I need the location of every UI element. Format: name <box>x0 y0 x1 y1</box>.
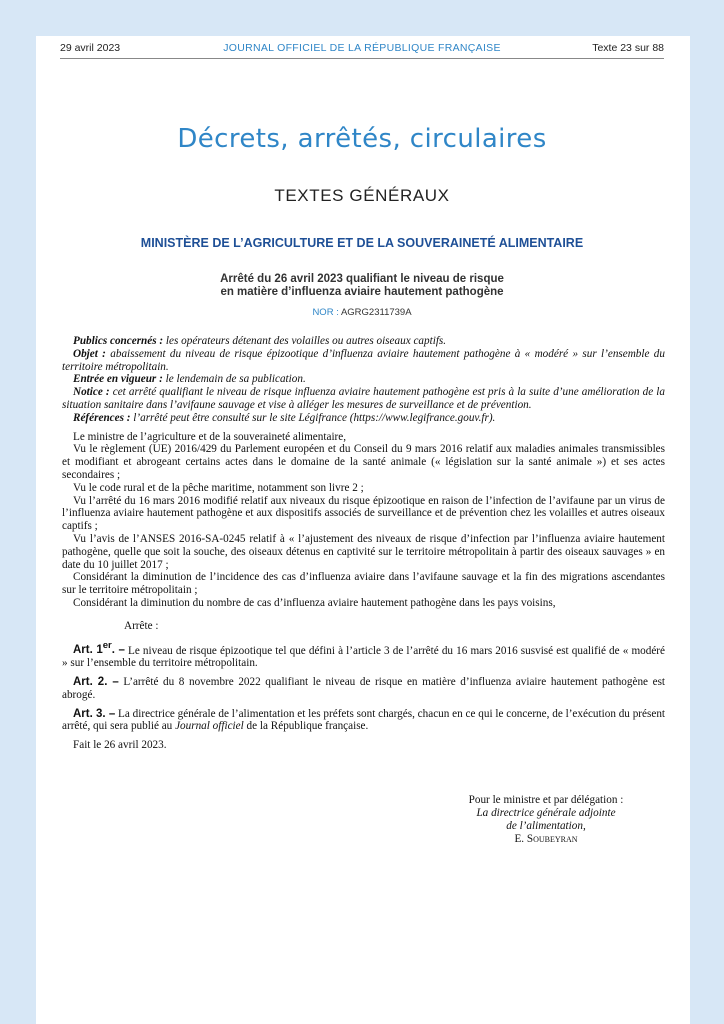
summary-entree: Entrée en vigueur : le lendemain de sa publication. <box>73 373 306 386</box>
summary-notice: Notice : cet arrêté qualifiant le niveau de risque influenza aviaire hautement pathogène est pris à la suite d’une amélioration de la situation sanitaire dans l’avifaune sauvage et vise à alléger les mesures de surveillance et de prévention. <box>62 386 666 411</box>
preamble-considerant-1: Considérant la diminution de l’incidence des cas d’influenza aviaire dans l’avifaune sauvage et la fin des migrations ascendantes sur le territoire métropolitain ; <box>62 571 665 597</box>
decree-title-line1: Arrêté du 26 avril 2023 qualifiant le niveau de risque <box>220 273 504 285</box>
decree-title <box>0 273 724 299</box>
article-2: Art. 2. – L’arrêté du 8 novembre 2022 qualifiant le niveau de risque en matière d’influenza aviaire hautement pathogène est abrogé. <box>62 675 666 701</box>
nor-label: NOR : <box>312 307 339 318</box>
summary-references: Références : l’arrêté peut être consulté sur le site Légifrance (https://www.legifrance.gouv.fr). <box>73 411 496 424</box>
signature-line2: La directrice générale adjointe <box>476 807 616 819</box>
preamble-vu-arrete: Vu l’arrêté du 16 mars 2016 modifié relatif aux niveaux du risque épizootique en raison de l’infection de l’avifaune par un virus de l’influenza aviaire hautement pathogène et aux dispositifs associés de surveillance et de prévention chez les volailles et autres oiseaux captifs ; <box>62 494 665 533</box>
signature-line1: Pour le ministre et par délégation : <box>468 794 624 806</box>
article-3: Art. 3. – La directrice générale de l’alimentation et les préfets sont chargés, chacun en ce qui le concerne, de l’exécution du présent arrêté, qui sera publié au Journal officiel de la République française. <box>62 707 666 733</box>
fait-date: Fait le 26 avril 2023. <box>73 739 167 752</box>
section-title: Décrets, arrêtés, circulaires <box>177 124 547 154</box>
header-journal-title: JOURNAL OFFICIEL DE LA RÉPUBLIQUE FRANÇAISE <box>223 42 501 54</box>
header-date: 29 avril 2023 <box>60 42 121 54</box>
signature-line3: de l’alimentation, <box>506 820 586 832</box>
header-rule <box>60 58 664 59</box>
decree-title-line2: en matière d’influenza aviaire hautement pathogène <box>220 286 504 298</box>
preamble-considerant-2: Considérant la diminution du nombre de cas d’influenza aviaire hautement pathogène dans les pays voisins, <box>73 596 556 609</box>
signature-block <box>400 794 692 846</box>
category-title: TEXTES GÉNÉRAUX <box>274 186 450 205</box>
nor-reference <box>0 307 724 318</box>
summary-publics: Publics concernés : les opérateurs détenant des volailles ou autres oiseaux captifs. <box>73 335 447 347</box>
preamble-minister: Le ministre de l’agriculture et de la souveraineté alimentaire, <box>73 430 347 443</box>
preamble-vu-avis: Vu l’avis de l’ANSES 2016-SA-0245 relatif à « l’ajustement des niveaux de risque d’infection par l’influenza aviaire hautement pathogène, quelle que soit la souche, des oiseaux détenus en captivité sur le territoire métropolitain à partir des oiseaux sauvages » en date du 10 juillet 2017 ; <box>62 532 665 571</box>
preamble-vu-code: Vu le code rural et de la pêche maritime, notamment son livre 2 ; <box>73 481 364 494</box>
header-text-number: Texte 23 sur 88 <box>592 42 664 54</box>
nor-value: AGRG2311739A <box>340 307 412 318</box>
arrete-heading: Arrête : <box>124 619 159 632</box>
article-1: Art. 1er. – Le niveau de risque épizootique tel que défini à l’article 3 de l’arrêté du 16 mars 2016 susvisé est qualifié de « modéré » sur l’ensemble du territoire métropolitain. <box>62 640 665 670</box>
document-body <box>62 335 665 752</box>
ministry-name: MINISTÈRE DE L’AGRICULTURE ET DE LA SOUVERAINETÉ ALIMENTAIRE <box>140 236 584 250</box>
summary-objet: Objet : abaissement du niveau de risque épizootique d’influenza aviaire hautement pathogène à « modéré » sur l’ensemble du territoire métropolitain. <box>62 347 665 373</box>
page-border-top <box>0 0 724 36</box>
preamble-vu-reglement: Vu le règlement (UE) 2016/429 du Parlement européen et du Conseil du 9 mars 2016 relatif aux maladies animales transmissibles et modifiant et abrogeant certains actes dans le domaine de la santé animale (« législation sur la santé animale ») et ses actes secondaires ; <box>62 443 665 481</box>
signatory-name: E. Soubeyran <box>514 833 578 845</box>
running-header <box>0 42 724 56</box>
